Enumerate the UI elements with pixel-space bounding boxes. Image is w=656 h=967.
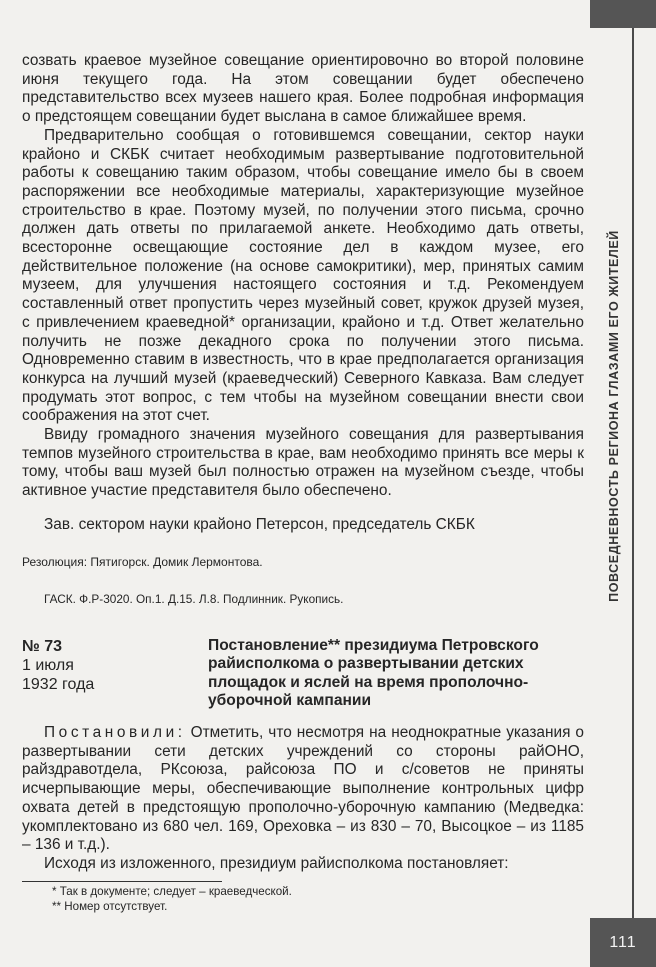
letter-paragraph: Ввиду громадного значения музейного совещания для развертывания темпов музейного строительства в крае, вам необходимо принять все меры к тому, чтобы ваш музей был полностью отражен на музейном съезде, чтобы активное участие представителя было обеспечено. <box>22 426 584 500</box>
document-date-day: 1 июля <box>22 657 74 674</box>
footnote: * Так в документе; следует – краеведческой. <box>52 885 292 898</box>
letter-text <box>22 52 584 501</box>
document-body <box>22 724 584 874</box>
page-number: 111 <box>590 918 656 967</box>
running-title-band <box>596 28 656 918</box>
margin-rule <box>632 28 634 918</box>
document-meta <box>22 637 94 694</box>
archive-reference: ГАСК. Ф.Р-3020. Оп.1. Д.15. Л.8. Подлинник. Рукопись. <box>44 592 344 606</box>
running-title: ПОВСЕДНЕВНОСТЬ РЕГИОНА ГЛАЗАМИ ЕГО ЖИТЕЛЕЙ <box>607 230 621 602</box>
document-number: № 73 <box>22 638 63 655</box>
corner-tab <box>590 0 656 28</box>
document-title: Постановление** президиума Петровского райисполкома о развертывании детских площадок и яслей на время прополочно-уборочной кампании <box>208 637 539 710</box>
letter-paragraph: Предварительно сообщая о готовившемся совещании, сектор науки крайоно и СКБК считает необходимым развертывание подготовительной работы к совещанию таким образом, чтобы совещание имело бы в своем распоряжении все необходимые материалы, характеризующие музейное строительство в крае. Поэтому музей, по получении этого письма, срочно должен дать ответы по прилагаемой анкете. Необходимо дать ответы, всесторонне освещающие состояние дел в каждом музее, его действительное положение (на основе самокритики), мер, принятых самим музеем, для улучшения настоящего состояния и т.д. Рекомендуем составленный ответ пропустить через музейный совет, кружок друзей музея, с привлечением краеведной* организации, крайоно и т.д. Ответ желательно получить не позже декадного срока по получении этого письма. Одновременно ставим в известность, что в крае предполагается организация конкурса на лучший музей (краеведческий) Северного Кавказа. Вам следует продумать этот вопрос, с тем чтобы на музейном совещании внести свои соображения на этот счет. <box>22 126 584 425</box>
document-paragraph: Исходя из изложенного, президиум райисполкома постановляет: <box>44 854 509 872</box>
letter-paragraph: созвать краевое музейное совещание ориентировочно во второй половине июня текущего года. На этом совещании будет обеспечено представительство всех музеев нашего края. Более подробная информация о предстоящем совещании будет выслана в самое ближайшее время. <box>22 52 584 126</box>
lead-word: Постановили: <box>44 724 186 741</box>
letter-signature: Зав. сектором науки крайоно Петерсон, председатель СКБК <box>44 516 475 533</box>
resolution-note: Резолюция: Пятигорск. Домик Лермонтова. <box>22 555 263 569</box>
footnote: ** Номер отсутствует. <box>52 900 168 913</box>
document-paragraph <box>22 724 584 855</box>
document-date-year: 1932 года <box>22 676 95 693</box>
footnote-divider <box>22 881 222 882</box>
document-paragraph-text: Отметить, что несмотря на неоднократные указания о развертывании сети детских учреждений со стороны райОНО, райздравотдела, РКсоюза, райсоюза ПО и с/советов не приняты исчерпывающие меры, обеспечивающие выполнение контрольных цифр охвата детей в предстоящую прополочно-уборочную кампанию (Медведка: укомплектовано из 680 чел. 169, Ореховка – из 830 – 70, Высоцкое – из 1185 – 136 и т.д.). <box>22 724 584 854</box>
footnotes <box>52 884 292 914</box>
